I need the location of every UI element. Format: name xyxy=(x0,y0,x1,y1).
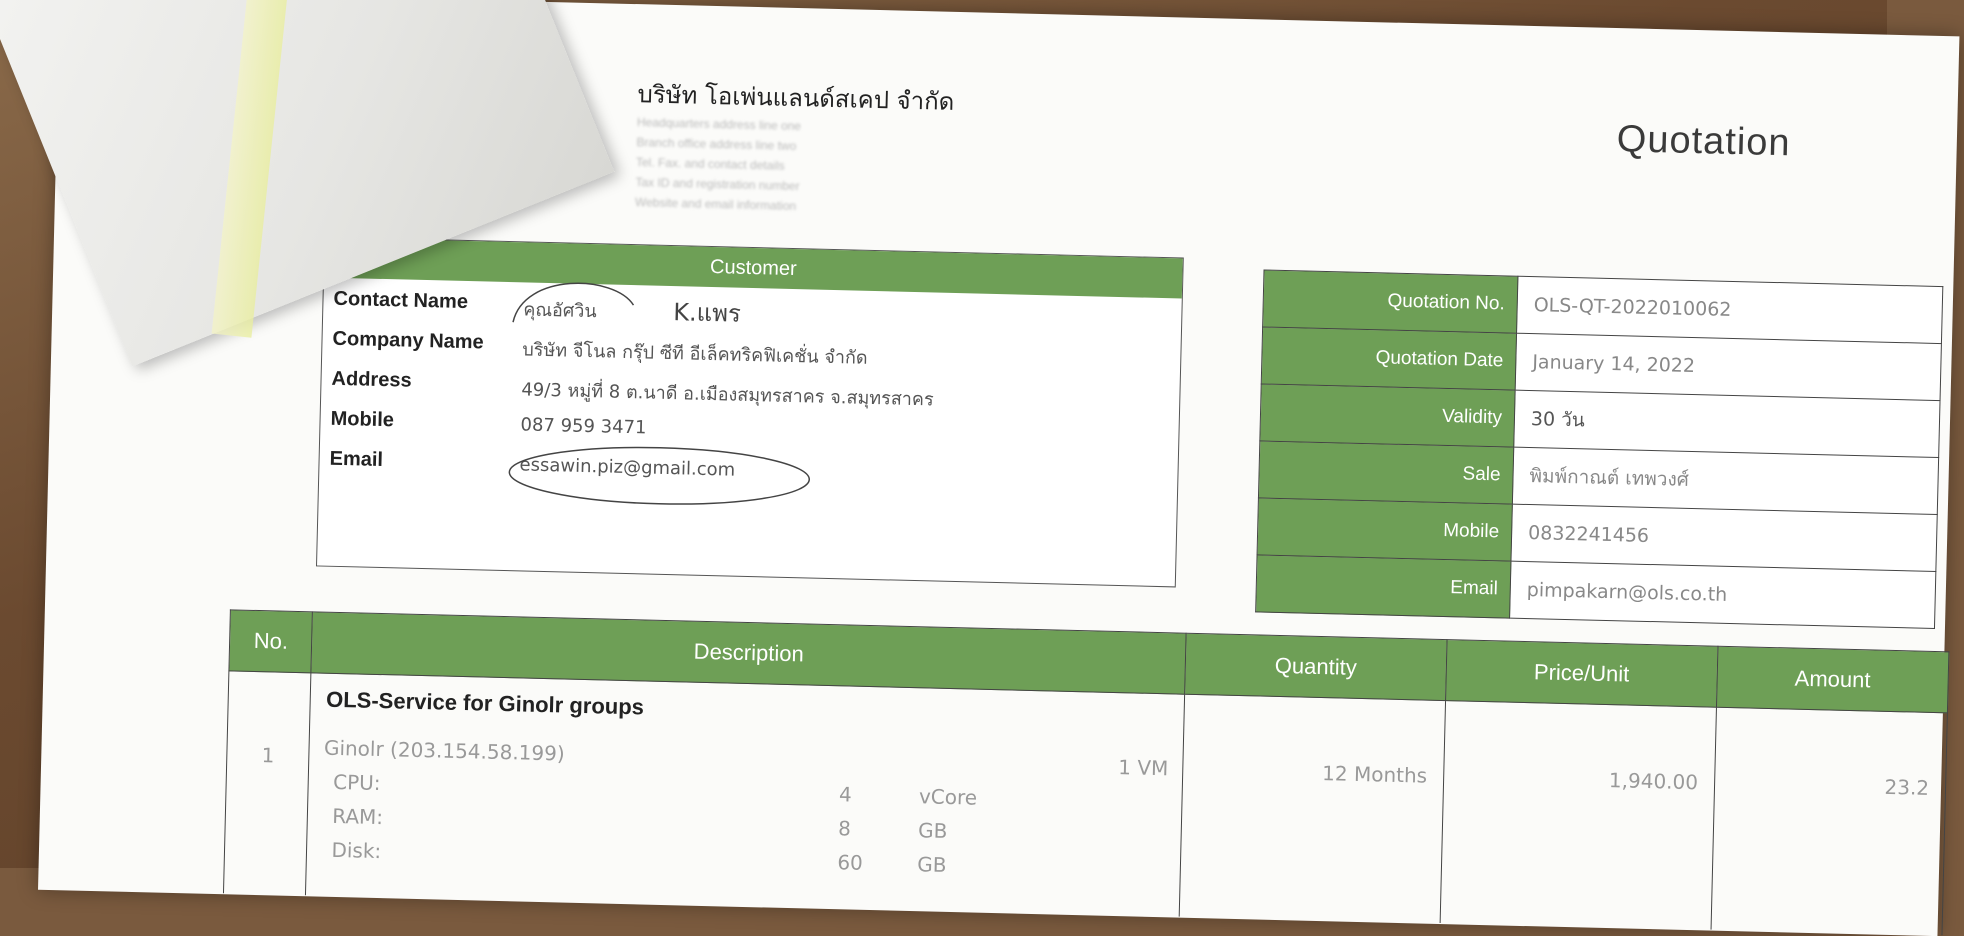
spec-unit: GB xyxy=(917,852,947,877)
row-amount-cell xyxy=(1711,707,1947,935)
email-value: essawin.piz@gmail.com xyxy=(519,454,736,481)
col-header-price-unit: Price/Unit xyxy=(1445,640,1717,708)
quotation-date-label: Quotation Date xyxy=(1261,327,1516,390)
address-line: Website and email information xyxy=(634,195,797,214)
highlighter-stripe xyxy=(212,0,306,338)
address-label: Address xyxy=(331,367,412,392)
spec-qty: 4 xyxy=(838,782,853,807)
contact-name-label: Contact Name xyxy=(333,287,469,314)
sale-mobile-label: Mobile xyxy=(1257,498,1512,561)
row-quantity-cell xyxy=(1179,694,1445,923)
items-table xyxy=(223,609,1949,935)
table-row xyxy=(223,671,1947,935)
address-line: Tel. Fax. and contact details xyxy=(635,155,785,173)
customer-panel xyxy=(316,237,1184,588)
item-price: 1,940.00 xyxy=(1608,768,1699,795)
spec-name: CPU: xyxy=(332,769,381,796)
spec-name: Disk: xyxy=(331,837,382,864)
pen-scribble-mark xyxy=(503,262,645,335)
spec-name: RAM: xyxy=(332,803,384,830)
validity-label: Validity xyxy=(1260,384,1515,447)
contact-name-value: คุณอัศวิน xyxy=(523,299,597,323)
quotation-date-value: January 14, 2022 xyxy=(1515,333,1941,400)
email-label: Email xyxy=(329,447,384,472)
company-address xyxy=(635,112,802,216)
col-header-amount: Amount xyxy=(1716,646,1949,713)
item-amount: 23.2 xyxy=(1884,774,1930,800)
spec-qty: 60 xyxy=(837,850,864,875)
col-header-no: No. xyxy=(229,610,313,673)
mobile-label: Mobile xyxy=(330,407,395,432)
document-title: Quotation xyxy=(1616,118,1792,165)
spec-unit: vCore xyxy=(918,784,978,810)
quotation-no-value: OLS-QT-2022010062 xyxy=(1517,276,1943,343)
row-no-cell xyxy=(223,671,311,895)
item-description: Ginolr (203.154.58.199) xyxy=(323,735,565,766)
company-name-label: Company Name xyxy=(332,327,484,354)
pen-circle-mark xyxy=(498,432,820,520)
validity-value: 30 วัน xyxy=(1514,390,1940,457)
item-unit: 1 VM xyxy=(1118,755,1169,781)
mobile-value: 087 959 3471 xyxy=(520,414,647,439)
sale-mobile-value: 0832241456 xyxy=(1511,504,1937,571)
spec-qty: 8 xyxy=(837,816,852,841)
address-line: Branch office address line two xyxy=(636,135,797,154)
address-line: Tax ID and registration number xyxy=(635,175,800,194)
quotation-info-table xyxy=(1255,269,1943,629)
handwritten-note: K.แพร xyxy=(672,298,742,328)
address-line: Headquarters address line one xyxy=(636,115,802,134)
item-quantity: 12 Months xyxy=(1321,761,1428,788)
customer-header: Customer xyxy=(324,238,1183,299)
spec-unit: GB xyxy=(917,818,948,843)
address-value: 49/3 หมู่ที่ 8 ต.นาดี อ.เมืองสมุทรสาคร จ.สมุทรสาคร xyxy=(521,379,934,411)
company-name-value: บริษัท จีโนล กรุ๊ป ซีที อีเล็คทริคฟิเคชั่น จำกัด xyxy=(522,339,868,369)
sale-value: พิมพ์กาณต์ เทพวงศ์ xyxy=(1512,447,1938,514)
sale-email-label: Email xyxy=(1256,555,1511,618)
row-price-cell xyxy=(1440,701,1716,930)
sale-email-value: pimpakarn@ols.co.th xyxy=(1510,561,1936,628)
row-no: 1 xyxy=(261,743,275,768)
sale-label: Sale xyxy=(1258,441,1513,504)
row-description-cell xyxy=(306,673,1185,917)
group-title: OLS-Service for Ginolr groups xyxy=(325,686,645,720)
company-name: บริษัท โอเพ่นแลนด์สเคป จำกัด xyxy=(637,80,955,116)
quotation-no-label: Quotation No. xyxy=(1263,270,1518,333)
col-header-description: Description xyxy=(311,612,1186,694)
col-header-quantity: Quantity xyxy=(1185,633,1447,700)
